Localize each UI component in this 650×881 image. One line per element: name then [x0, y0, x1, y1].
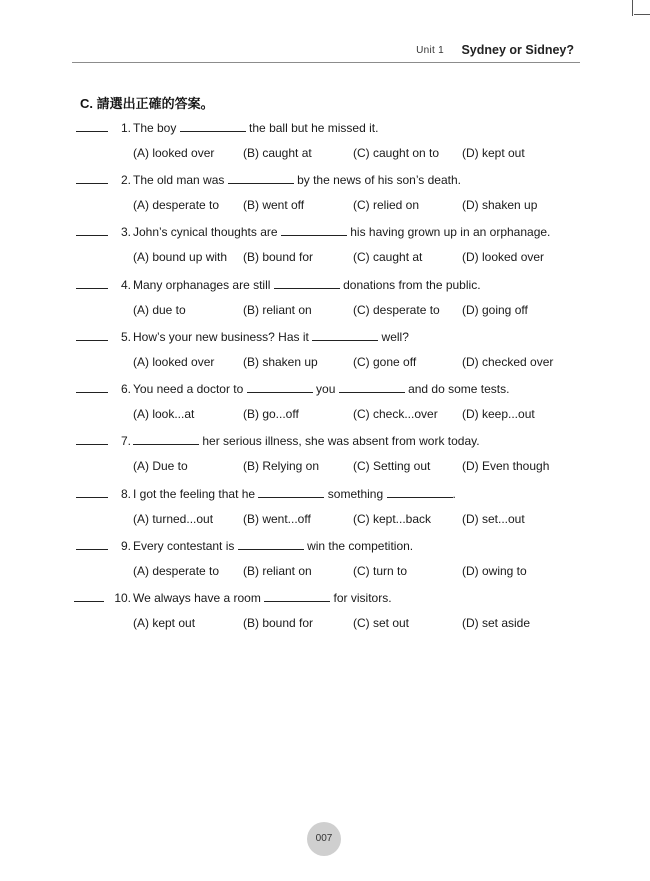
option-b[interactable]: (B) Relying on — [243, 459, 320, 473]
fill-blank — [180, 130, 246, 132]
option-c[interactable]: (C) set out — [353, 616, 410, 630]
stem-text: Every contestant is — [133, 539, 235, 553]
option-a[interactable]: (A) look...at — [133, 407, 195, 421]
question-stem — [133, 173, 461, 187]
question-item — [0, 173, 650, 225]
question-item — [0, 330, 650, 382]
option-d[interactable]: (D) set...out — [462, 512, 525, 526]
question-item — [0, 225, 650, 277]
option-d[interactable]: (D) going off — [462, 303, 528, 317]
question-stem — [133, 330, 409, 344]
fill-blank — [133, 443, 199, 445]
option-b[interactable]: (B) shaken up — [243, 355, 318, 369]
option-d[interactable]: (D) shaken up — [462, 198, 538, 212]
question-stem — [133, 539, 413, 553]
option-d[interactable]: (D) checked over — [462, 355, 554, 369]
option-c[interactable]: (C) gone off — [353, 355, 417, 369]
question-item — [0, 434, 650, 486]
option-c[interactable]: (C) Setting out — [353, 459, 431, 473]
option-b[interactable]: (B) went off — [243, 198, 305, 212]
fill-blank — [339, 391, 405, 393]
question-item — [0, 487, 650, 539]
stem-text: The boy — [133, 121, 177, 135]
question-item — [0, 539, 650, 591]
question-item — [0, 591, 650, 643]
question-stem — [133, 434, 480, 448]
option-c[interactable]: (C) kept...back — [353, 512, 432, 526]
stem-text: by the news of his son’s death. — [297, 173, 461, 187]
option-d[interactable]: (D) keep...out — [462, 407, 535, 421]
option-b[interactable]: (B) reliant on — [243, 303, 312, 317]
fill-blank — [264, 600, 330, 602]
option-b[interactable]: (B) reliant on — [243, 564, 312, 578]
stem-text: How’s your new business? Has it — [133, 330, 309, 344]
option-c[interactable]: (C) caught at — [353, 250, 423, 264]
stem-text: win the competition. — [307, 539, 414, 553]
stem-text: donations from the public. — [343, 278, 481, 292]
question-item — [0, 278, 650, 330]
stem-text: . — [452, 487, 456, 501]
option-a[interactable]: (A) due to — [133, 303, 186, 317]
stem-text: We always have a room — [133, 591, 261, 605]
page-number: 007 — [307, 822, 341, 856]
option-b[interactable]: (B) bound for — [243, 250, 314, 264]
stem-text: I got the feeling that he — [133, 487, 256, 501]
question-stem — [133, 225, 550, 239]
question-stem — [133, 487, 456, 501]
option-b[interactable]: (B) go...off — [243, 407, 299, 421]
stem-text: and do some tests. — [408, 382, 510, 396]
answer-blank[interactable] — [76, 444, 108, 445]
question-number: 10. — [114, 591, 131, 605]
option-c[interactable]: (C) relied on — [353, 198, 420, 212]
option-b[interactable]: (B) caught at — [243, 146, 312, 160]
option-d[interactable]: (D) Even though — [462, 459, 550, 473]
option-c[interactable]: (C) caught on to — [353, 146, 440, 160]
stem-text: you — [316, 382, 336, 396]
unit-title: Sydney or Sidney? — [461, 43, 574, 57]
option-a[interactable]: (A) desperate to — [133, 564, 220, 578]
option-a[interactable]: (A) kept out — [133, 616, 196, 630]
answer-blank[interactable] — [76, 131, 108, 132]
option-d[interactable]: (D) looked over — [462, 250, 545, 264]
option-c[interactable]: (C) check...over — [353, 407, 438, 421]
question-stem — [133, 121, 378, 135]
option-a[interactable]: (A) looked over — [133, 146, 215, 160]
fill-blank — [281, 234, 347, 236]
question-stem — [133, 278, 481, 292]
stem-text: for visitors. — [333, 591, 392, 605]
question-item — [0, 382, 650, 434]
question-number: 1. — [120, 121, 131, 135]
stem-text: John’s cynical thoughts are — [133, 225, 278, 239]
option-a[interactable]: (A) Due to — [133, 459, 188, 473]
crop-mark — [632, 0, 633, 16]
stem-text: You need a doctor to — [133, 382, 244, 396]
option-c[interactable]: (C) turn to — [353, 564, 408, 578]
question-number: 6. — [120, 382, 131, 396]
question-number: 3. — [120, 225, 131, 239]
option-c[interactable]: (C) desperate to — [353, 303, 440, 317]
question-stem — [133, 591, 392, 605]
question-item — [0, 121, 650, 173]
crop-mark — [634, 14, 650, 15]
fill-blank — [387, 496, 453, 498]
fill-blank — [312, 339, 378, 341]
answer-blank[interactable] — [76, 497, 108, 498]
fill-blank — [228, 182, 294, 184]
question-number: 8. — [120, 487, 131, 501]
answer-blank[interactable] — [76, 392, 108, 393]
option-a[interactable]: (A) looked over — [133, 355, 215, 369]
question-number: 2. — [120, 173, 131, 187]
fill-blank — [238, 548, 304, 550]
stem-text: the ball but he missed it. — [249, 121, 379, 135]
fill-blank — [274, 287, 340, 289]
answer-blank[interactable] — [76, 235, 108, 236]
page-header — [72, 42, 580, 63]
stem-text: something — [327, 487, 384, 501]
question-number: 7. — [120, 434, 131, 448]
option-d[interactable]: (D) set aside — [462, 616, 531, 630]
fill-blank — [247, 391, 313, 393]
stem-text: her serious illness, she was absent from work today. — [202, 434, 480, 448]
fill-blank — [258, 496, 324, 498]
unit-label: Unit 1 — [416, 45, 444, 56]
stem-text: Many orphanages are still — [133, 278, 271, 292]
answer-blank[interactable] — [76, 340, 108, 341]
option-b[interactable]: (B) bound for — [243, 616, 314, 630]
answer-blank[interactable] — [74, 601, 104, 602]
stem-text: The old man was — [133, 173, 225, 187]
option-a[interactable]: (A) bound up with — [133, 250, 228, 264]
option-a[interactable]: (A) turned...out — [133, 512, 214, 526]
section-instruction: C. 請選出正確的答案。 — [80, 96, 214, 111]
question-number: 5. — [120, 330, 131, 344]
question-stem — [133, 382, 509, 396]
stem-text: his having grown up in an orphanage. — [350, 225, 551, 239]
answer-blank[interactable] — [76, 183, 108, 184]
question-number: 4. — [120, 278, 131, 292]
option-b[interactable]: (B) went...off — [243, 512, 311, 526]
answer-blank[interactable] — [76, 288, 108, 289]
option-d[interactable]: (D) owing to — [462, 564, 527, 578]
question-number: 9. — [120, 539, 131, 553]
stem-text: well? — [381, 330, 409, 344]
option-d[interactable]: (D) kept out — [462, 146, 525, 160]
option-a[interactable]: (A) desperate to — [133, 198, 220, 212]
answer-blank[interactable] — [76, 549, 108, 550]
